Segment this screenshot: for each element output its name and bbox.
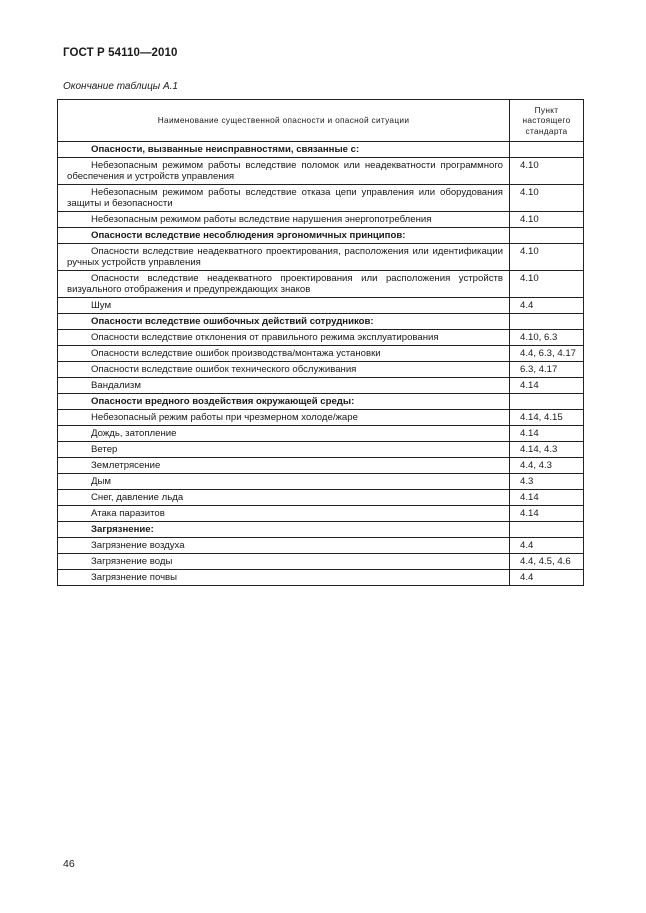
clause-cell — [510, 394, 584, 410]
hazard-cell — [58, 228, 510, 244]
clause-cell: 4.10 — [510, 212, 584, 228]
hazard-cell — [58, 244, 510, 271]
hazard-text: Небезопасным режимом работы вследствие поломок или неадекватности программного обеспечения и устройств управления — [67, 160, 503, 182]
table-row — [58, 458, 584, 474]
clause-cell — [510, 314, 584, 330]
clause-cell: 6.3, 4.17 — [510, 362, 584, 378]
hazard-text: Небезопасным режимом работы вследствие нарушения энергопотребления — [91, 214, 432, 225]
clause-cell: 4.14 — [510, 506, 584, 522]
table-group-row — [58, 522, 584, 538]
table-row — [58, 346, 584, 362]
table-row — [58, 362, 584, 378]
table-row — [58, 185, 584, 212]
hazards-table — [57, 99, 584, 586]
clause-cell: 4.10 — [510, 244, 584, 271]
hazard-cell — [58, 346, 510, 362]
table-row — [58, 538, 584, 554]
table-row — [58, 506, 584, 522]
hazard-cell — [58, 362, 510, 378]
hazard-cell — [58, 410, 510, 426]
hazard-text: Землетрясение — [91, 460, 161, 471]
table-group-row — [58, 228, 584, 244]
hazard-cell — [58, 442, 510, 458]
hazard-cell — [58, 298, 510, 314]
hazard-cell — [58, 426, 510, 442]
clause-cell: 4.4 — [510, 538, 584, 554]
table-row — [58, 244, 584, 271]
hazard-text: Дождь, затопление — [91, 428, 177, 439]
clause-cell — [510, 142, 584, 158]
document-header: ГОСТ Р 54110—2010 — [63, 47, 178, 59]
hazard-text: Опасности вследствие ошибок производства/монтажа установки — [91, 348, 381, 359]
table-row — [58, 271, 584, 298]
hazard-text: Снег, давление льда — [91, 492, 184, 503]
table-row — [58, 410, 584, 426]
table-group-row — [58, 314, 584, 330]
hazard-text: Опасности вследствие неадекватного проектирования или расположения устройств визуального отображения и предупреждающих знаков — [67, 273, 503, 295]
table-header-row — [58, 100, 584, 142]
hazard-cell — [58, 330, 510, 346]
hazard-cell — [58, 212, 510, 228]
hazard-text: Небезопасный режим работы при чрезмерном холоде/жаре — [91, 412, 358, 423]
clause-cell: 4.10 — [510, 158, 584, 185]
table-row — [58, 378, 584, 394]
hazard-cell — [58, 538, 510, 554]
hazard-text: Загрязнение воды — [91, 556, 173, 567]
hazard-text: Дым — [91, 476, 111, 487]
hazard-text: Опасности вредного воздействия окружающей среды: — [91, 396, 355, 407]
clause-cell: 4.14, 4.3 — [510, 442, 584, 458]
hazard-cell — [58, 554, 510, 570]
hazard-cell — [58, 570, 510, 586]
hazard-cell — [58, 474, 510, 490]
hazard-text: Опасности вследствие ошибок технического обслуживания — [91, 364, 357, 375]
table-row — [58, 212, 584, 228]
col-clause-header-line: Пункт — [534, 104, 559, 115]
clause-cell: 4.4 — [510, 298, 584, 314]
table-caption: Окончание таблицы А.1 — [63, 81, 178, 92]
hazard-cell — [58, 378, 510, 394]
clause-cell: 4.3 — [510, 474, 584, 490]
table-group-row — [58, 394, 584, 410]
table-row — [58, 298, 584, 314]
col-clause-header-line: стандарта — [525, 125, 568, 136]
clause-cell: 4.4, 6.3, 4.17 — [510, 346, 584, 362]
table-row — [58, 158, 584, 185]
hazard-text: Атака паразитов — [91, 508, 165, 519]
clause-cell — [510, 228, 584, 244]
table-row — [58, 330, 584, 346]
hazard-cell — [58, 142, 510, 158]
clause-cell: 4.10 — [510, 185, 584, 212]
col-clause-header-line: настоящего — [522, 115, 571, 126]
hazard-cell — [58, 394, 510, 410]
clause-cell: 4.4 — [510, 570, 584, 586]
page-number: 46 — [63, 858, 75, 870]
hazard-text: Загрязнение воздуха — [91, 540, 185, 551]
col-clause-header — [510, 100, 584, 142]
table-row — [58, 570, 584, 586]
hazard-cell — [58, 490, 510, 506]
hazard-text: Опасности, вызванные неисправностями, связанные с: — [91, 144, 360, 155]
hazard-text: Вандализм — [91, 380, 141, 391]
clause-cell: 4.14, 4.15 — [510, 410, 584, 426]
hazard-text: Шум — [91, 300, 112, 311]
clause-cell: 4.10 — [510, 271, 584, 298]
table-row — [58, 554, 584, 570]
clause-cell: 4.4, 4.5, 4.6 — [510, 554, 584, 570]
clause-cell: 4.14 — [510, 426, 584, 442]
clause-cell — [510, 522, 584, 538]
hazard-cell — [58, 506, 510, 522]
table-row — [58, 474, 584, 490]
hazard-text: Опасности вследствие ошибочных действий сотрудников: — [91, 316, 374, 327]
hazard-cell — [58, 458, 510, 474]
hazard-text: Загрязнение почвы — [91, 572, 178, 583]
hazard-cell — [58, 185, 510, 212]
table-row — [58, 426, 584, 442]
clause-cell: 4.4, 4.3 — [510, 458, 584, 474]
hazard-cell — [58, 522, 510, 538]
hazard-text: Опасности вследствие неадекватного проектирования, расположения или идентификации ручных устройств управления — [67, 246, 503, 268]
clause-cell: 4.10, 6.3 — [510, 330, 584, 346]
clause-cell: 4.14 — [510, 490, 584, 506]
clause-cell: 4.14 — [510, 378, 584, 394]
hazard-text: Опасности вследствие несоблюдения эргономичных принципов: — [91, 230, 406, 241]
table-row — [58, 442, 584, 458]
col-hazard-header: Наименование существенной опасности и опасной ситуации — [58, 100, 510, 142]
table-group-row — [58, 142, 584, 158]
hazard-text: Загрязнение: — [91, 524, 154, 535]
table-row — [58, 490, 584, 506]
hazard-cell — [58, 314, 510, 330]
hazard-cell — [58, 158, 510, 185]
hazard-cell — [58, 271, 510, 298]
hazard-text: Ветер — [91, 444, 118, 455]
hazard-text: Опасности вследствие отклонения от правильного режима эксплуатирования — [91, 332, 439, 343]
hazard-text: Небезопасным режимом работы вследствие отказа цепи управления или оборудования защиты и безопасности — [67, 187, 503, 209]
